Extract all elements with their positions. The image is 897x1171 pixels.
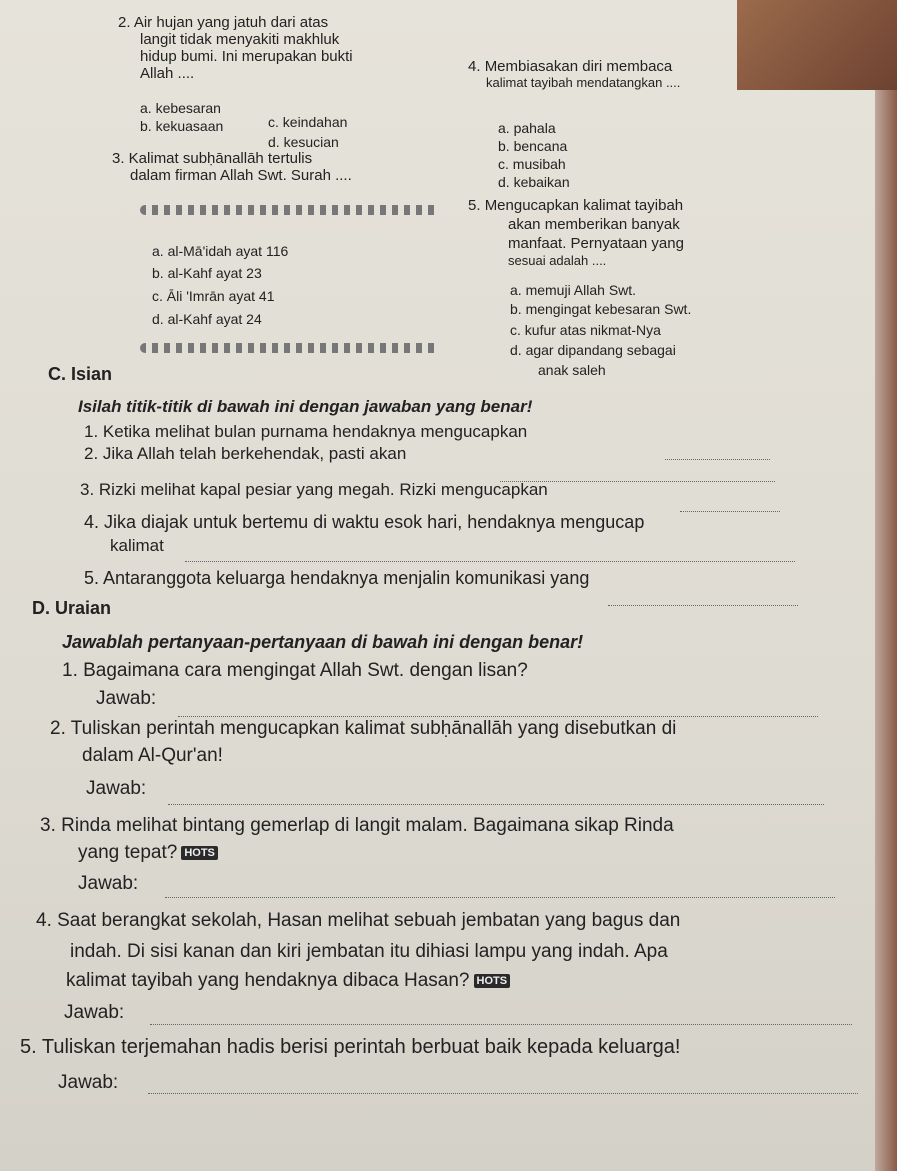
d-answer-label-1: Jawab: bbox=[96, 688, 157, 709]
d-answer-3-line[interactable] bbox=[165, 896, 835, 898]
c-item-5-blank[interactable] bbox=[608, 604, 798, 606]
q4-option-b[interactable]: b. bencana bbox=[498, 138, 568, 154]
d-question-2: 2. Tuliskan perintah mengucapkan kalimat subḥānallāh yang disebutkan di bbox=[50, 718, 677, 739]
d-answer-5-line[interactable] bbox=[148, 1092, 858, 1094]
q5-line: sesuai adalah .... bbox=[508, 253, 607, 268]
background-fabric bbox=[737, 0, 897, 90]
q2-line: langit tidak menyakiti makhluk bbox=[140, 31, 340, 48]
d-question-4: 4. Saat berangkat sekolah, Hasan melihat sebuah jembatan yang bagus dan bbox=[36, 910, 681, 931]
c-item-3-blank[interactable] bbox=[680, 510, 780, 512]
hots-badge: HOTS bbox=[181, 846, 218, 860]
d-question-5: 5. Tuliskan terjemahan hadis berisi perintah berbuat baik kepada keluarga! bbox=[20, 1036, 681, 1058]
c-item-4: 4. Jika diajak untuk bertemu di waktu esok hari, hendaknya mengucap bbox=[84, 512, 645, 532]
q4-option-a[interactable]: a. pahala bbox=[498, 120, 556, 136]
q3-option-d[interactable]: d. al-Kahf ayat 24 bbox=[152, 311, 262, 327]
mc-question-4 bbox=[468, 58, 680, 90]
q5-option-d[interactable]: d. agar dipandang sebagai bbox=[510, 342, 676, 358]
c-item-3: 3. Rizki melihat kapal pesiar yang megah. Rizki mengucapkan bbox=[80, 480, 548, 499]
hots-badge: HOTS bbox=[474, 974, 511, 988]
q4-line: Membiasakan diri membaca bbox=[484, 58, 673, 75]
q5-line: manfaat. Pernyataan yang bbox=[508, 235, 684, 252]
q5-option-b[interactable]: b. mengingat kebesaran Swt. bbox=[510, 301, 692, 317]
box-border-top bbox=[140, 205, 440, 215]
mc-question-2 bbox=[118, 14, 328, 31]
c-item-2: 2. Jika Allah telah berkehendak, pasti akan bbox=[84, 444, 407, 463]
q2-option-d[interactable]: d. kesucian bbox=[268, 134, 339, 150]
d-answer-label-5: Jawab: bbox=[58, 1072, 119, 1093]
q5-option-a[interactable]: a. memuji Allah Swt. bbox=[510, 282, 637, 298]
q3-option-a[interactable]: a. al-Mā'idah ayat 116 bbox=[152, 243, 289, 259]
d-question-3-cont bbox=[78, 842, 218, 864]
page-edge bbox=[875, 90, 897, 1171]
mc-question-3 bbox=[112, 150, 352, 184]
d-question-3: 3. Rinda melihat bintang gemerlap di langit malam. Bagaimana sikap Rinda bbox=[40, 815, 674, 836]
q2-option-a[interactable]: a. kebesaran bbox=[140, 100, 221, 116]
d-question-4-cont-1: indah. Di sisi kanan dan kiri jembatan itu dihiasi lampu yang indah. Apa bbox=[70, 941, 668, 962]
q4-option-d[interactable]: d. kebaikan bbox=[498, 174, 570, 190]
c-item-5: 5. Antaranggota keluarga hendaknya menjalin komunikasi yang bbox=[84, 568, 590, 588]
q4-number: 4. bbox=[468, 58, 481, 75]
q5-line: akan memberikan banyak bbox=[508, 216, 680, 233]
q5-option-c[interactable]: c. kufur atas nikmat-Nya bbox=[510, 322, 661, 338]
d-question-4-text: kalimat tayibah yang hendaknya dibaca Hasan? bbox=[66, 970, 470, 991]
q2-line: hidup bumi. Ini merupakan bukti bbox=[140, 48, 353, 65]
c-item-4-cont: kalimat bbox=[110, 536, 164, 555]
d-answer-1-line[interactable] bbox=[178, 715, 818, 717]
c-item-4-blank[interactable] bbox=[185, 560, 795, 562]
q2-option-c[interactable]: c. keindahan bbox=[268, 114, 348, 130]
c-item-1: 1. Ketika melihat bulan purnama hendaknya mengucapkan bbox=[84, 422, 528, 441]
d-answer-4-line[interactable] bbox=[150, 1023, 852, 1025]
d-question-1: 1. Bagaimana cara mengingat Allah Swt. dengan lisan? bbox=[62, 660, 528, 681]
section-c-heading: C. Isian bbox=[48, 364, 113, 384]
section-c-instruction: Isilah titik-titik di bawah ini dengan jawaban yang benar! bbox=[78, 397, 533, 416]
q4-line: kalimat tayibah mendatangkan .... bbox=[486, 75, 681, 90]
mc-question-2-body bbox=[140, 31, 353, 82]
d-answer-label-4: Jawab: bbox=[64, 1002, 125, 1023]
d-question-4-cont-2 bbox=[66, 970, 510, 992]
d-answer-2-line[interactable] bbox=[168, 803, 824, 805]
c-item-1-blank[interactable] bbox=[665, 458, 770, 460]
q3-option-c[interactable]: c. Āli 'Imrān ayat 41 bbox=[152, 288, 275, 304]
mc-question-5 bbox=[468, 196, 684, 268]
box-border-bottom bbox=[140, 343, 440, 353]
d-question-2-cont: dalam Al-Qur'an! bbox=[82, 745, 223, 766]
q3-line: dalam firman Allah Swt. Surah .... bbox=[130, 167, 352, 184]
q2-option-b[interactable]: b. kekuasaan bbox=[140, 118, 224, 134]
section-d-instruction: Jawablah pertanyaan-pertanyaan di bawah ini dengan benar! bbox=[62, 632, 584, 652]
q5-option-d-cont: anak saleh bbox=[538, 362, 606, 378]
d-answer-label-3: Jawab: bbox=[78, 873, 139, 894]
q5-line: Mengucapkan kalimat tayibah bbox=[484, 197, 684, 214]
q2-line: 2. Air hujan yang jatuh dari atas bbox=[118, 14, 329, 31]
d-question-3-text: yang tepat? bbox=[78, 842, 178, 863]
d-answer-label-2: Jawab: bbox=[86, 778, 147, 799]
section-d-heading: D. Uraian bbox=[32, 598, 112, 618]
q3-option-b[interactable]: b. al-Kahf ayat 23 bbox=[152, 265, 262, 281]
q3-line: 3. Kalimat subḥānallāh tertulis bbox=[112, 150, 313, 167]
q4-option-c[interactable]: c. musibah bbox=[498, 156, 566, 172]
q2-line: Allah .... bbox=[140, 65, 195, 82]
q3-options-box bbox=[140, 205, 440, 355]
q5-number: 5. bbox=[468, 197, 481, 214]
